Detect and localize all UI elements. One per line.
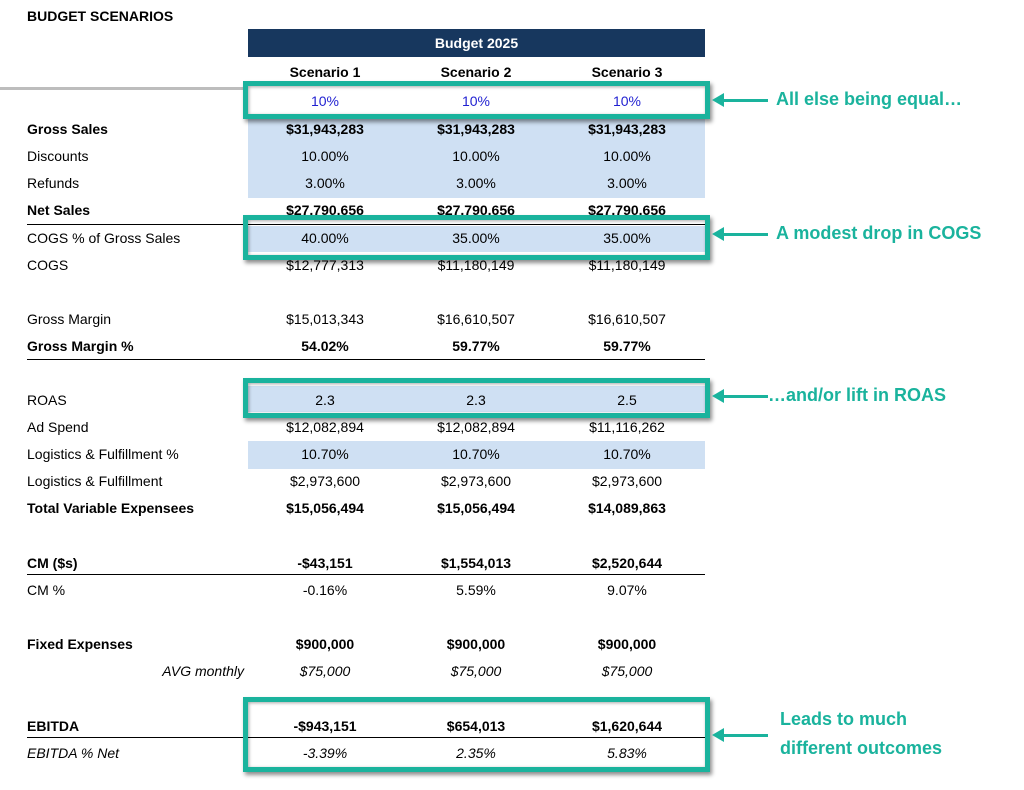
fixed-expenses-label: Fixed Expenses (27, 636, 133, 652)
arrow-left-icon (722, 99, 768, 102)
cogs-pct-2[interactable]: 35.00% (452, 230, 500, 246)
roas-label: ROAS (27, 392, 67, 408)
report-title: BUDGET SCENARIOS (27, 8, 174, 24)
fixed-expenses-3: $900,000 (597, 636, 657, 652)
logistics-pct-2[interactable]: 10.70% (452, 446, 500, 462)
gross-sales-label: Gross Sales (27, 121, 108, 137)
logistics-2: $2,973,600 (440, 473, 512, 489)
refunds-2[interactable]: 3.00% (456, 175, 496, 191)
refunds-label: Refunds (27, 175, 80, 191)
discounts-3[interactable]: 10.00% (603, 148, 651, 164)
annotation-all-else-equal: All else being equal… (776, 89, 963, 109)
roas-2[interactable]: 2.3 (466, 392, 486, 408)
scenario-1-header: Scenario 1 (289, 64, 361, 80)
ebitda-pct-label: EBITDA % Net (27, 745, 120, 761)
growth-value-3[interactable]: 10% (612, 93, 642, 109)
logistics-1: $2,973,600 (289, 473, 361, 489)
discounts-label: Discounts (27, 148, 89, 164)
gross-margin-pct-3: 59.77% (603, 338, 651, 354)
cm-pct-label: CM % (27, 582, 66, 598)
ad-spend-3: $11,116,262 (589, 419, 665, 435)
cogs-label: COGS (27, 257, 69, 273)
cogs-pct-1[interactable]: 40.00% (301, 230, 349, 246)
avg-monthly-2: $75,000 (450, 663, 502, 679)
growth-value-2[interactable]: 10% (461, 93, 491, 109)
highlight-box-growth (243, 81, 710, 119)
highlight-box-cogs (243, 215, 710, 260)
arrow-left-icon (722, 395, 768, 398)
ebitda-label: EBITDA (27, 718, 80, 734)
fixed-expenses-2: $900,000 (446, 636, 506, 652)
gross-margin-2: $16,610,507 (437, 311, 515, 327)
growth-value-1[interactable]: 10% (310, 93, 340, 109)
gross-margin-pct-label: Gross Margin % (27, 338, 134, 354)
ad-spend-2: $12,082,894 (437, 419, 515, 435)
cm-pct-3: 9.07% (607, 582, 647, 598)
cogs-2: $11,180,149 (437, 257, 515, 273)
total-variable-label: Total Variable Expensees (27, 500, 195, 516)
cogs-3: $11,180,149 (588, 257, 666, 273)
cm-pct-2: 5.59% (456, 582, 496, 598)
cm-1: -$43,151 (297, 555, 353, 571)
ebitda-pct-1: -3.39% (302, 745, 348, 761)
annotation-roas-lift: …and/or lift in ROAS (768, 385, 946, 405)
budget-year-header: Budget 2025 (248, 29, 705, 57)
cm-2: $1,554,013 (440, 555, 512, 571)
gross-sales-1: $31,943,283 (286, 121, 364, 137)
gross-margin-3: $16,610,507 (588, 311, 666, 327)
logistics-pct-3[interactable]: 10.70% (603, 446, 651, 462)
net-sales-label: Net Sales (27, 202, 91, 218)
logistics-pct-label: Logistics & Fulfillment % (27, 446, 179, 462)
highlight-box-ebitda (243, 697, 710, 772)
discounts-2[interactable]: 10.00% (452, 148, 500, 164)
cm-label: CM ($s) (27, 555, 78, 571)
gross-sales-3: $31,943,283 (588, 121, 666, 137)
cogs-pct-3[interactable]: 35.00% (603, 230, 651, 246)
net-sales-1: $27,790,656 (286, 202, 364, 218)
net-sales-3: $27,790,656 (588, 202, 666, 218)
ebitda-3: $1,620,644 (591, 718, 663, 734)
cm-pct-1: -0.16% (302, 582, 348, 598)
avg-monthly-3: $75,000 (601, 663, 653, 679)
gross-margin-label: Gross Margin (27, 311, 112, 327)
fixed-expenses-1: $900,000 (295, 636, 355, 652)
gross-margin-pct-2: 59.77% (452, 338, 500, 354)
net-sales-2: $27,790,656 (437, 202, 515, 218)
scenario-2-header: Scenario 2 (440, 64, 512, 80)
highlight-box-roas (243, 378, 710, 418)
divider-line (0, 87, 246, 90)
ebitda-pct-2: 2.35% (456, 745, 496, 761)
ebitda-pct-3: 5.83% (607, 745, 647, 761)
refunds-1[interactable]: 3.00% (305, 175, 345, 191)
annotation-outcomes-line1: Leads to much (780, 709, 908, 729)
avg-monthly-label: AVG monthly (162, 663, 244, 679)
annotation-outcomes-line2: different outcomes (780, 738, 943, 758)
ebitda-1: -$943,151 (293, 718, 357, 734)
total-variable-1: $15,056,494 (286, 500, 364, 516)
ad-spend-1: $12,082,894 (286, 419, 364, 435)
total-variable-3: $14,089,863 (588, 500, 666, 516)
ebitda-2: $654,013 (446, 718, 506, 734)
logistics-pct-1[interactable]: 10.70% (301, 446, 349, 462)
cogs-1: $12,777,313 (286, 257, 364, 273)
logistics-3: $2,973,600 (591, 473, 663, 489)
discounts-1[interactable]: 10.00% (301, 148, 349, 164)
annotation-cogs-drop: A modest drop in COGS (776, 223, 982, 243)
gross-margin-pct-1: 54.02% (301, 338, 349, 354)
arrow-left-icon (722, 734, 768, 737)
rule-gross-margin (27, 359, 705, 360)
avg-monthly-1: $75,000 (299, 663, 351, 679)
logistics-label: Logistics & Fulfillment (27, 473, 163, 489)
refunds-3[interactable]: 3.00% (607, 175, 647, 191)
gross-sales-2: $31,943,283 (437, 121, 515, 137)
arrow-left-icon (722, 233, 768, 236)
cogs-pct-label: COGS % of Gross Sales (27, 230, 181, 246)
rule-cm (27, 574, 705, 575)
scenario-3-header: Scenario 3 (591, 64, 663, 80)
total-variable-2: $15,056,494 (437, 500, 515, 516)
roas-3[interactable]: 2.5 (617, 392, 637, 408)
gross-margin-1: $15,013,343 (286, 311, 364, 327)
cm-3: $2,520,644 (591, 555, 663, 571)
roas-1[interactable]: 2.3 (315, 392, 335, 408)
ad-spend-label: Ad Spend (27, 419, 89, 435)
